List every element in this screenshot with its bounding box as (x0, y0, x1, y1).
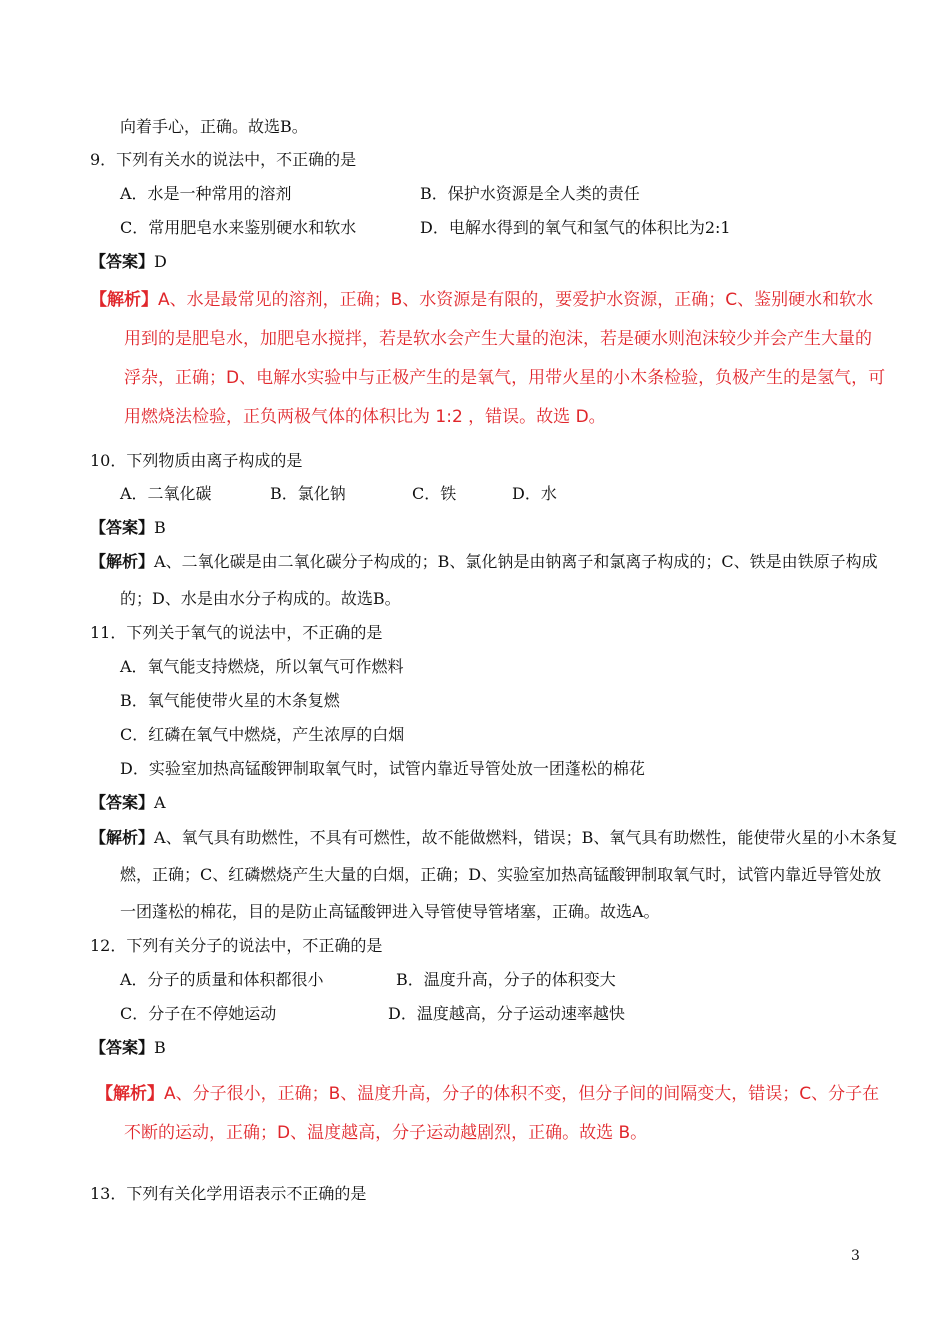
explanation-line: 不断的运动，正确；D、温度越高，分子运动越剧烈，正确。故选 B。 (124, 1123, 648, 1143)
explanation-line: 【解析】A、氧气具有助燃性，不具有可燃性，故不能做燃料，错误；B、氧气具有助燃性，能使带火星的小木条复 (90, 828, 898, 847)
explanation-line: 【解析】A、分子很小，正确；B、温度升高，分子的体积不变，但分子间的间隔变大，错误；C、分子在 (96, 1084, 880, 1104)
option-d: D．水 (512, 484, 557, 503)
question-11: 11．下列关于氧气的说法中，不正确的是 (90, 623, 383, 642)
answer: 【答案】D (90, 252, 167, 271)
option-d: D．电解水得到的氧气和氢气的体积比为2:1 (420, 218, 731, 237)
option-c: C．常用肥皂水来鉴别硬水和软水 (120, 218, 357, 237)
option-a: A．水是一种常用的溶剂 (120, 184, 292, 203)
question-13: 13．下列有关化学用语表示不正确的是 (90, 1184, 367, 1203)
question-9: 9．下列有关水的说法中，不正确的是 (90, 150, 357, 169)
option-c: C．铁 (412, 484, 457, 503)
label-tag: 【解析】 (96, 1084, 164, 1104)
option-c: C．红磷在氧气中燃烧，产生浓厚的白烟 (120, 725, 405, 744)
option-a: A．氧气能支持燃烧，所以氧气可作燃料 (120, 657, 404, 676)
explanation-line: 用到的是肥皂水，加肥皂水搅拌，若是软水会产生大量的泡沫，若是硬水则泡沫较少并会产生大量的 (124, 329, 872, 349)
explanation-line: 用燃烧法检验，正负两极气体的体积比为 1:2 ，错误。故选 D。 (124, 407, 606, 427)
question-10: 10．下列物质由离子构成的是 (90, 451, 303, 470)
explanation-line: 燃，正确；C、红磷燃烧产生大量的白烟，正确；D、实验室加热高锰酸钾制取氧气时，试管内靠近导管处放 (120, 865, 882, 884)
option-a: A．分子的质量和体积都很小 (120, 970, 324, 989)
label-tag: 【解析】 (90, 552, 155, 571)
explanation-line: 【解析】A、二氧化碳是由二氧化碳分子构成的；B、氯化钠是由钠离子和氯离子构成的；C、铁是由铁原子构成 (90, 552, 878, 571)
text-line: 向着手心，正确。故选B。 (120, 117, 308, 136)
label-tag: 【答案】 (90, 252, 155, 271)
label-tag: 【答案】 (90, 518, 155, 537)
answer: 【答案】B (90, 518, 166, 537)
question-12: 12．下列有关分子的说法中，不正确的是 (90, 936, 383, 955)
option-a: A．二氧化碳 (120, 484, 212, 503)
answer: 【答案】A (90, 793, 166, 812)
label-tag: 【答案】 (90, 793, 155, 812)
explanation-line: 的；D、水是由水分子构成的。故选B。 (120, 589, 401, 608)
label-tag: 【解析】 (90, 290, 158, 310)
option-d: D．温度越高，分子运动速率越快 (388, 1004, 625, 1023)
option-b: B．温度升高，分子的体积变大 (396, 970, 616, 989)
option-b: B．氯化钠 (270, 484, 346, 503)
explanation-line: 一团蓬松的棉花，目的是防止高锰酸钾进入导管使导管堵塞，正确。故选A。 (120, 902, 660, 921)
option-b: B．保护水资源是全人类的责任 (420, 184, 640, 203)
option-d: D．实验室加热高锰酸钾制取氧气时，试管内靠近导管处放一团蓬松的棉花 (120, 759, 645, 778)
option-c: C．分子在不停她运动 (120, 1004, 277, 1023)
option-b: B．氧气能使带火星的木条复燃 (120, 691, 340, 710)
explanation-line: 【解析】A、水是最常见的溶剂，正确；B、水资源是有限的，要爱护水资源，正确；C、鉴别硬水和软水 (90, 290, 874, 310)
explanation-line: 浮杂，正确；D、电解水实验中与正极产生的是氧气，用带火星的小木条检验，负极产生的是氢气，可 (124, 368, 886, 388)
page-number: 3 (851, 1248, 860, 1264)
label-tag: 【答案】 (90, 1038, 155, 1057)
answer: 【答案】B (90, 1038, 166, 1057)
label-tag: 【解析】 (90, 828, 155, 847)
